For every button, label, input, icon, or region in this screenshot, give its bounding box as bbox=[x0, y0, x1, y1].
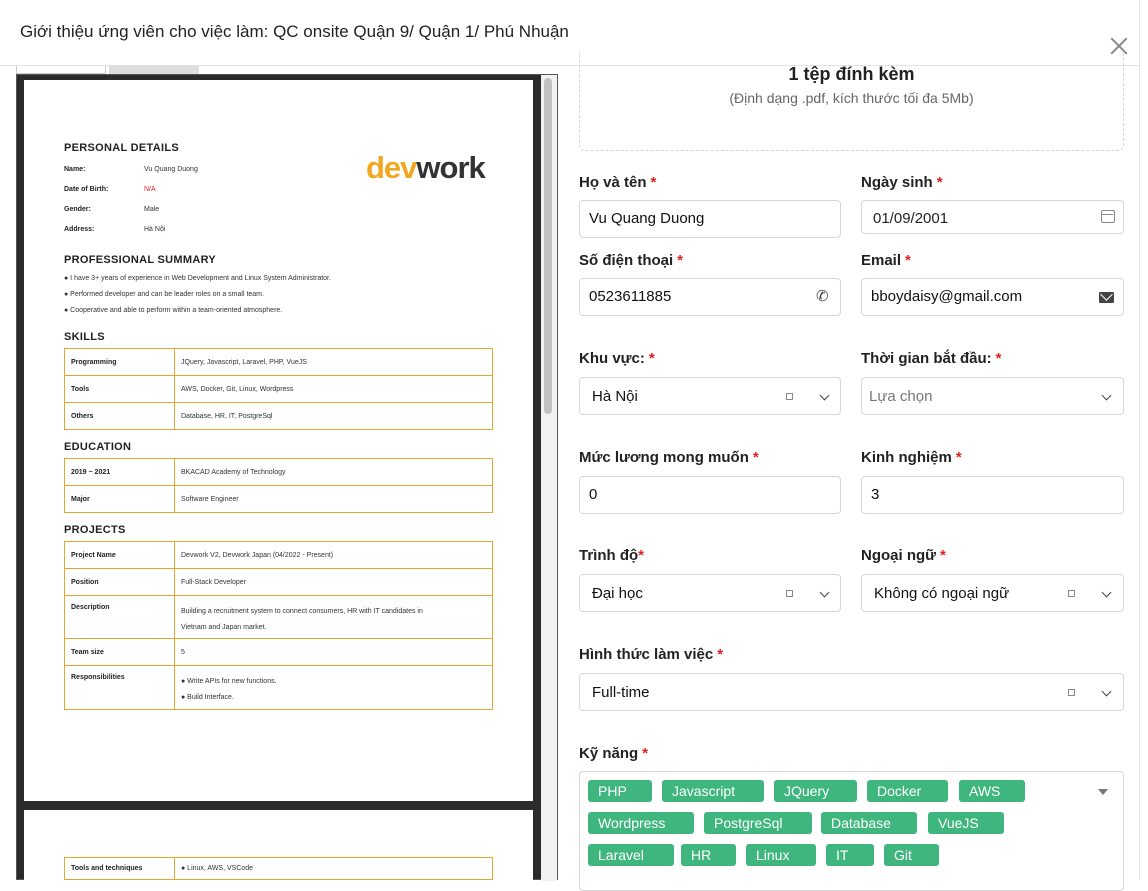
scrollbar-thumb[interactable] bbox=[544, 78, 552, 414]
upload-dropzone[interactable] bbox=[579, 52, 1124, 151]
level-select[interactable] bbox=[579, 574, 841, 612]
cv-summary-item: ● Performed developer and can be leader roles on a small team. bbox=[64, 291, 264, 298]
cv-page-2 bbox=[24, 810, 533, 890]
phone-field[interactable] bbox=[579, 278, 841, 316]
cv-value: Hà Nội bbox=[144, 226, 166, 233]
skill-tag[interactable]: Git bbox=[884, 844, 939, 866]
upload-title: 1 tệp đính kèm bbox=[788, 64, 915, 84]
cv-summary-heading: PROFESSIONAL SUMMARY bbox=[64, 254, 217, 266]
clear-icon[interactable] bbox=[1068, 590, 1075, 597]
experience-input[interactable] bbox=[871, 486, 1071, 503]
dob-field[interactable] bbox=[861, 200, 1124, 234]
chevron-down-icon[interactable] bbox=[1102, 687, 1112, 697]
preview-tabs bbox=[16, 66, 206, 74]
experience-field[interactable] bbox=[861, 476, 1124, 514]
skill-tag[interactable]: Docker bbox=[867, 780, 948, 802]
cv-summary-item: ● Cooperative and able to perform within a team-oriented atmosphere. bbox=[64, 307, 283, 314]
email-input[interactable] bbox=[871, 288, 1071, 305]
start-time-placeholder: Lựa chọn bbox=[869, 388, 933, 405]
name-label: Họ và tên * bbox=[579, 174, 657, 191]
modal-title: Giới thiệu ứng viên cho việc làm: QC onsite Quận 9/ Quận 1/ Phú Nhuận bbox=[20, 22, 569, 41]
salary-field[interactable] bbox=[579, 476, 841, 514]
cv-skills-table: Programming JQuery, Javascript, Laravel, PHP, VueJS Tools AWS, Docker, Git, Linux, Wordpress Others Database, HR, IT, PostgreSql bbox=[64, 348, 493, 430]
skill-tag[interactable]: Database bbox=[821, 812, 917, 834]
clear-icon[interactable] bbox=[786, 590, 793, 597]
name-field[interactable] bbox=[579, 200, 841, 238]
email-label: Email * bbox=[861, 252, 911, 269]
devwork-logo: devwork bbox=[366, 150, 485, 185]
cv-label: Gender: bbox=[64, 206, 91, 213]
chevron-down-icon[interactable] bbox=[820, 391, 830, 401]
skill-tag[interactable]: Linux bbox=[746, 844, 816, 866]
region-label: Khu vực: * bbox=[579, 350, 655, 367]
cv-preview[interactable] bbox=[16, 74, 558, 880]
skill-tag[interactable]: Javascript bbox=[662, 780, 764, 802]
cv-personal-heading: PERSONAL DETAILS bbox=[64, 142, 180, 154]
language-label: Ngoại ngữ * bbox=[861, 547, 946, 564]
dob-label: Ngày sinh * bbox=[861, 174, 943, 191]
clear-icon[interactable] bbox=[1068, 689, 1075, 696]
mail-icon bbox=[1099, 292, 1114, 303]
cv-education-table: 2019 ~ 2021 BKACAD Academy of Technology Major Software Engineer bbox=[64, 458, 493, 513]
salary-label: Mức lương mong muốn * bbox=[579, 449, 759, 466]
cv-page-1 bbox=[24, 80, 533, 801]
cv-projects-heading: PROJECTS bbox=[64, 524, 126, 536]
start-time-select[interactable] bbox=[861, 377, 1124, 415]
cv-skills-heading: SKILLS bbox=[64, 331, 105, 343]
clear-icon[interactable] bbox=[786, 393, 793, 400]
worktype-label: Hình thức làm việc * bbox=[579, 646, 724, 663]
cv-label: Address: bbox=[64, 226, 95, 233]
region-value: Hà Nội bbox=[592, 388, 638, 405]
salary-input[interactable] bbox=[589, 486, 789, 503]
phone-input[interactable] bbox=[589, 288, 789, 305]
level-label: Trình độ* bbox=[579, 547, 645, 564]
chevron-down-icon[interactable] bbox=[1102, 588, 1112, 598]
language-select[interactable] bbox=[861, 574, 1124, 612]
skill-tag[interactable]: AWS bbox=[959, 780, 1025, 802]
language-value: Không có ngoại ngữ bbox=[874, 585, 1010, 602]
skill-tag[interactable]: IT bbox=[826, 844, 874, 866]
upload-hint: (Định dạng .pdf, kích thước tối đa 5Mb) bbox=[729, 90, 974, 106]
skill-tag[interactable]: VueJS bbox=[928, 812, 1004, 834]
start-time-label: Thời gian bắt đầu: * bbox=[861, 350, 1002, 367]
name-input[interactable] bbox=[589, 210, 789, 227]
cv-projects-table: Project Name Devwork V2, Devwork Japan (04/2022 - Present) Position Full-Stack Developer Description Building a recruitment system to connect consumers, HR with IT candidates in Vietnam and Japan market. Team size 5 Responsibilities ● Write APIs for new functions. ● Build Interface. bbox=[64, 541, 493, 710]
phone-label: Số điện thoại * bbox=[579, 252, 684, 269]
skills-label: Kỹ năng * bbox=[579, 745, 649, 762]
calendar-icon[interactable] bbox=[1101, 210, 1115, 223]
cv-value: Male bbox=[144, 206, 160, 213]
worktype-select[interactable] bbox=[579, 673, 1124, 711]
worktype-value: Full-time bbox=[592, 684, 650, 701]
chevron-down-icon[interactable] bbox=[1102, 391, 1112, 401]
cv-label: Date of Birth: bbox=[64, 186, 109, 193]
cv-value: Vu Quang Duong bbox=[144, 166, 198, 173]
caret-down-icon[interactable] bbox=[1098, 789, 1108, 795]
skill-tag[interactable]: Laravel bbox=[588, 844, 674, 866]
email-field[interactable] bbox=[861, 278, 1124, 316]
preview-scrollbar[interactable] bbox=[541, 75, 557, 881]
cv-education-heading: EDUCATION bbox=[64, 441, 132, 453]
cv-summary-item: ● I have 3+ years of experience in Web Development and Linux System Administrator. bbox=[64, 275, 331, 282]
cv-tools-table: Tools and techniques ● Linux, AWS, VSCode bbox=[64, 857, 493, 880]
skill-tag[interactable]: PostgreSql bbox=[704, 812, 812, 834]
skill-tag[interactable]: JQuery bbox=[774, 780, 857, 802]
cv-label: Name: bbox=[64, 166, 86, 173]
skill-tag[interactable]: PHP bbox=[588, 780, 652, 802]
preview-tab-2[interactable] bbox=[109, 66, 199, 74]
skill-tag[interactable]: Wordpress bbox=[588, 812, 694, 834]
cv-value: N/A bbox=[144, 186, 156, 193]
region-select[interactable] bbox=[579, 377, 841, 415]
level-value: Đại học bbox=[592, 585, 643, 602]
phone-icon: ✆ bbox=[816, 288, 829, 305]
chevron-down-icon[interactable] bbox=[820, 588, 830, 598]
experience-label: Kinh nghiệm * bbox=[861, 449, 962, 466]
dob-value: 01/09/2001 bbox=[873, 210, 949, 227]
skill-tag[interactable]: HR bbox=[681, 844, 736, 866]
preview-tab-1[interactable] bbox=[16, 66, 106, 74]
